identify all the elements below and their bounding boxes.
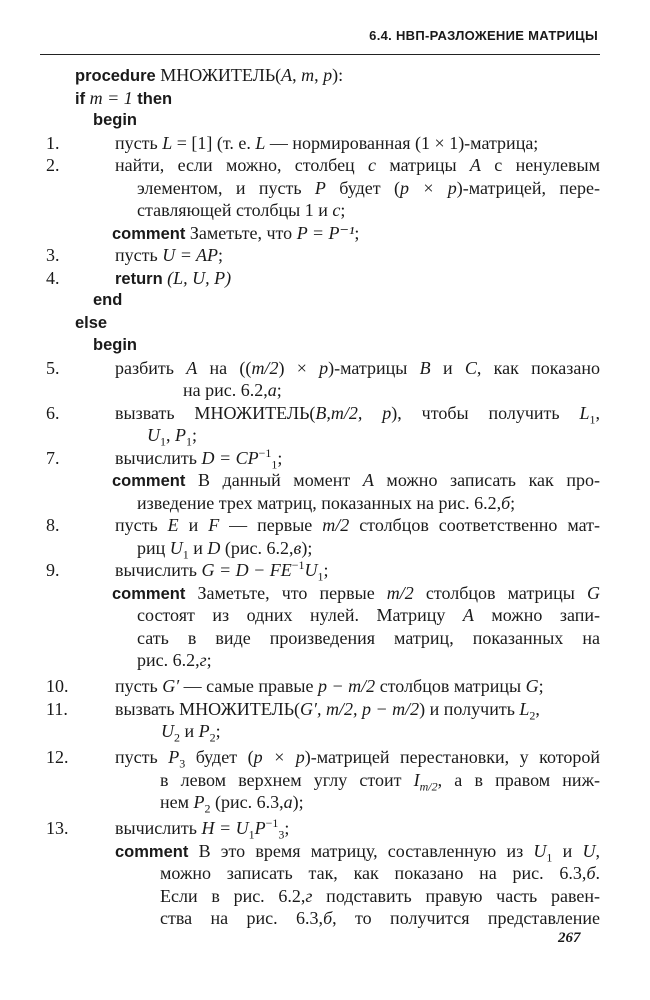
step-13: 13. вычислить $H = U_1P^{-1}_3$; [46, 816, 290, 842]
step-11: 11. вызвать МНОЖИТЕЛЬ(G′, m/2, p − m/2) и получить $L_2$, [46, 698, 540, 723]
step-number: 10. [46, 676, 69, 696]
step-number: 5. [46, 357, 60, 378]
step-number: 9. [46, 560, 60, 580]
step-8-cont: риц $U_1$ и D (рис. 6.2,в); [137, 537, 313, 562]
begin-line-1 [0, 109, 650, 132]
step-number: 6. [46, 402, 60, 423]
step-2-cont: ставляющей столбцы 1 и c; [137, 200, 346, 220]
procedure-name: МНОЖИТЕЛЬ( [155, 65, 282, 85]
step-number: 7. [46, 447, 60, 468]
step-number: 12. [46, 747, 69, 767]
step-9-comment-cont: сать в виде произведения матриц, показанных на [137, 627, 600, 648]
step-7-comment-cont: изведение трех матриц, показанных на рис. 6.2,б; [137, 492, 516, 513]
step-number: 3. [46, 245, 60, 265]
step-1: 1. пусть L = [1] (т. е. L — нормированная (1 × 1)-матрица; [46, 132, 539, 153]
running-header: 6.4. НВП-РАЗЛОЖЕНИЕ МАТРИЦЫ [369, 28, 598, 43]
step-8: 8. пусть E и F — первые m/2 столбцов соответственно мат- [46, 515, 600, 535]
keyword-procedure: procedure [75, 67, 156, 85]
step-13-comment-cont: можно записать так, как показано на рис. 6.3,б. [160, 863, 600, 883]
if-condition: m = 1 [89, 87, 133, 108]
if-line [0, 87, 650, 110]
step-number: 8. [46, 515, 60, 535]
step-13-comment: comment В это время матрицу, составленную из $U_1$ и U, [115, 840, 600, 865]
step-4: 4. return (L, U, P) [46, 267, 232, 288]
keyword-comment: comment [112, 584, 186, 603]
arg-m: m [301, 65, 315, 85]
keyword-begin: begin [93, 111, 137, 129]
step-13-comment-cont: Если в рис. 6.2,г подставить правую часть равен- [160, 885, 600, 906]
step-11-cont: $U_2$ и $P_2$; [161, 721, 221, 745]
keyword-comment: comment [112, 224, 186, 243]
procedure-line: procedure МНОЖИТЕЛЬ(A, m, p): [75, 65, 344, 85]
step-number: 13. [46, 818, 69, 838]
page-number: 267 [558, 930, 581, 946]
step-7: 7. вычислить $D = CP^{-1}_1$; [46, 445, 283, 472]
step-6-cont: $U_1$, $P_1$; [147, 425, 198, 449]
step-12-cont: в левом верхнем углу стоит $I_{m/2}$, а в правом ниж- [160, 769, 600, 794]
step-6: 6. вызвать МНОЖИТЕЛЬ(B,m/2, p), чтобы получить $L_1$, [46, 402, 600, 427]
step-2: 2. найти, если можно, столбец c матрицы A с ненулевым [46, 155, 600, 175]
step-12: 12. пусть $P_3$ будет (p × p)-матрицей перестановки, у которой [46, 747, 600, 771]
step-2-cont: элементом, и пусть P будет (p × p)-матрицей, пере- [137, 177, 600, 198]
step-number: 11. [46, 698, 68, 719]
header-rule [40, 54, 600, 55]
begin-line-2 [0, 334, 650, 357]
step-2-comment: comment Заметьте, что P = P⁻¹; [112, 222, 360, 243]
arg-a: A [281, 65, 293, 85]
keyword-comment: comment [115, 842, 189, 861]
keyword-return: return [115, 269, 163, 288]
step-9-comment: comment Заметьте, что первые m/2 столбцов матрицы G [112, 582, 600, 603]
keyword-then: then [137, 89, 173, 108]
keyword-end: end [93, 291, 123, 309]
step-9: 9. вычислить $G = D - FE^{-1}U_1$; [46, 558, 329, 584]
step-9-comment-cont: состоят из одних нулей. Матрицу A можно запи- [137, 605, 600, 625]
keyword-comment: comment [112, 472, 186, 490]
keyword-if: if [75, 89, 86, 108]
step-9-comment-cont: рис. 6.2,г; [137, 650, 212, 670]
end-line [0, 289, 650, 312]
step-7-comment: comment В данный момент A можно записать как про- [112, 470, 600, 490]
step-number: 1. [46, 132, 60, 153]
step-5-cont: на рис. 6.2,а; [183, 380, 282, 400]
arg-p: p [323, 65, 333, 85]
step-number: 2. [46, 155, 60, 175]
step-number: 4. [46, 267, 60, 288]
step-5: 5. разбить A на ((m/2) × p)-матрицы B и C, как показано [46, 357, 600, 378]
else-line [0, 312, 650, 335]
step-13-comment-cont: ства на рис. 6.3,б, то получится представление [160, 908, 600, 928]
step-10: 10. пусть G′ — самые правые p − m/2 столбцов матрицы G; [46, 676, 544, 696]
step-12-cont: нем $P_2$ (рис. 6.3,а); [160, 792, 304, 816]
step-3: 3. пусть U = AP; [46, 245, 224, 265]
keyword-else: else [75, 313, 108, 332]
keyword-begin: begin [93, 336, 137, 354]
